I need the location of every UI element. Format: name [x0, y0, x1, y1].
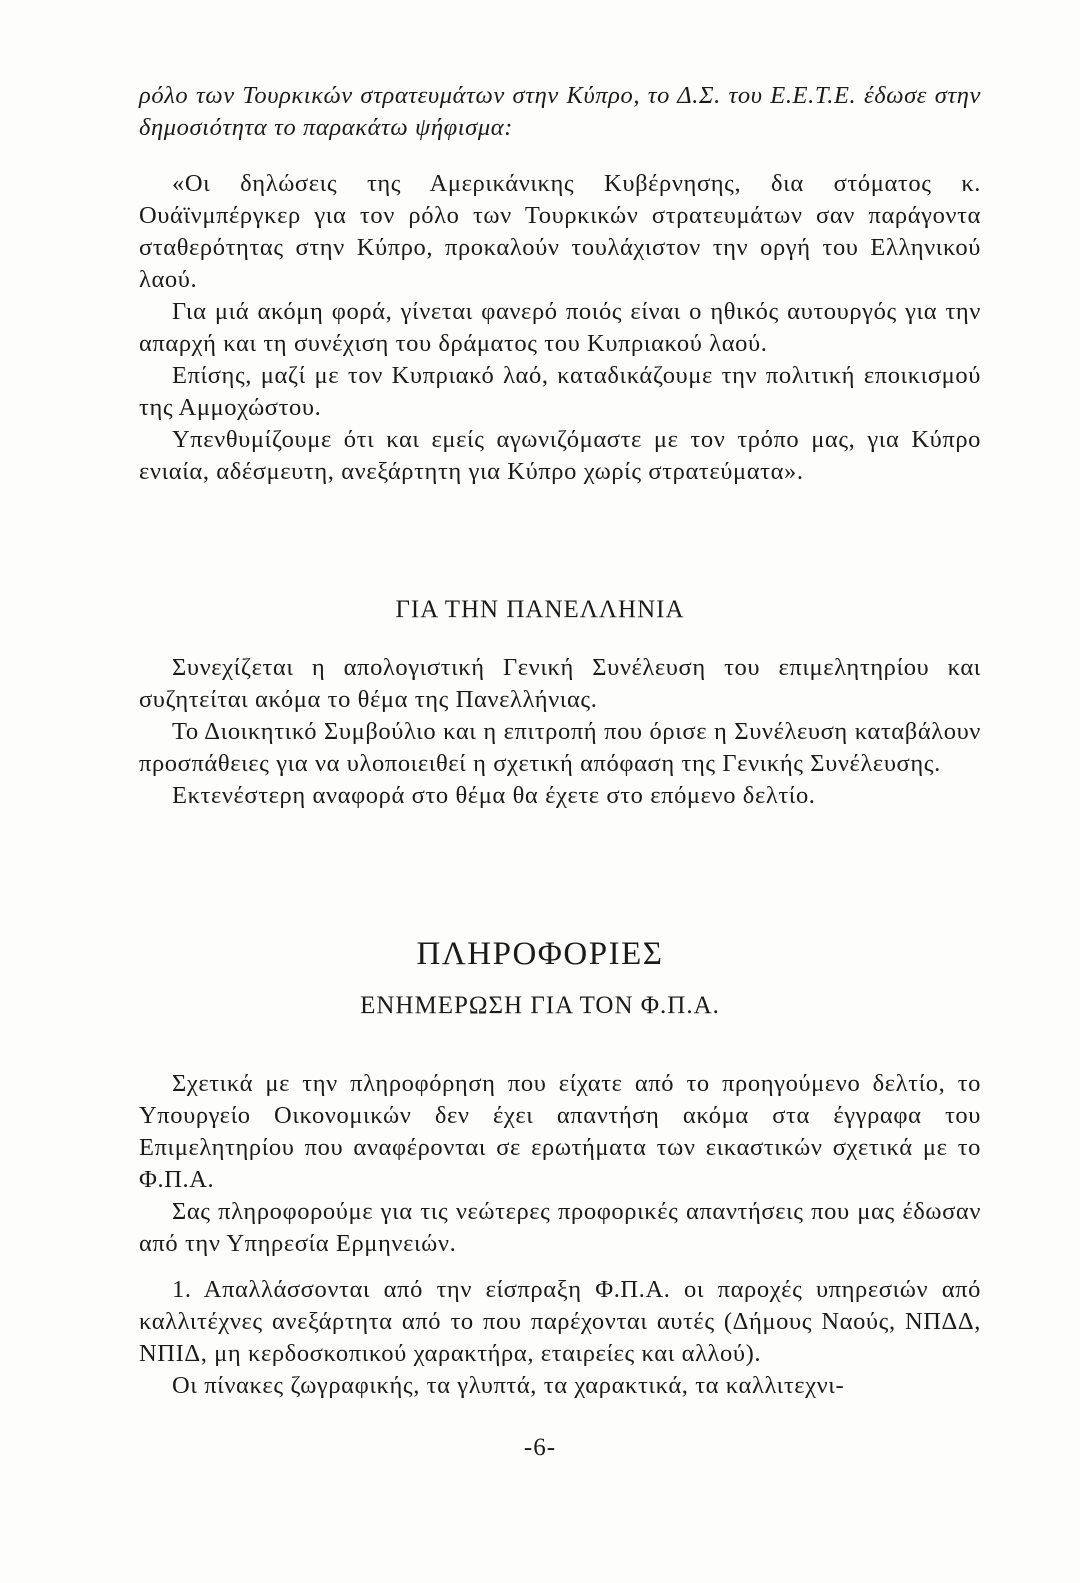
panellinia-paragraph-1: Συνεχίζεται η απολογιστική Γενική Συνέλευση του επιμελητηρίου και συζητείται ακόμα το θέμα της Πανελλήνιας. — [139, 654, 981, 713]
info-paragraph-2: Σας πληροφορούμε για τις νεώτερες προφορικές απαντήσεις που μας έδωσαν από την Υπηρεσία Ερμηνειών. — [139, 1198, 981, 1257]
resolution-paragraph-4: Υπενθυμίζουμε ότι και εμείς αγωνιζόμαστε με τον τρόπο μας, για Κύπρο ενιαία, αδέσμευτη, ανεξάρτητη για Κύπρο χωρίς στρατεύματα». — [139, 426, 981, 485]
info-heading: ΠΛΗΡΟΦΟΡΙΕΣ — [416, 936, 664, 972]
info-paragraph-4: Οι πίνακες ζωγραφικής, τα γλυπτά, τα χαρακτικά, τα καλλιτεχνι- — [172, 1372, 845, 1399]
vat-subheading: ΕΝΗΜΕΡΩΣΗ ΓΙΑ ΤΟΝ Φ.Π.Α. — [360, 992, 720, 1019]
page-number: -6- — [523, 1434, 557, 1461]
resolution-paragraph-3: Επίσης, μαζί με τον Κυπριακό λαό, καταδικάζουμε την πολιτική εποικισμού της Αμμοχώστου. — [139, 362, 981, 421]
info-paragraph-1: Σχετικά με την πληροφόρηση που είχατε από το προηγούμενο δελτίο, το Υπουργείο Οικονομικών δεν έχει απαντήση ακόμα στα έγγραφα του Επιμελητηρίου που αναφέρονται σε ερωτήματα των εικαστικών σχετικά με το Φ.Π.Α. — [139, 1070, 981, 1193]
resolution-section — [139, 168, 981, 488]
panellinia-section — [139, 652, 981, 812]
info-section — [139, 1068, 981, 1402]
resolution-paragraph-2: Για μιά ακόμη φορά, γίνεται φανερό ποιός είναι ο ηθικός αυτουργός για την απαρχή και τη συνέχιση του δράματος του Κυπριακού λαού. — [139, 298, 981, 357]
panellinia-paragraph-2: Το Διοικητικό Συμβούλιο και η επιτροπή που όρισε η Συνέλευση καταβάλουν προσπάθειες για να υλοποιειθεί η σχετική απόφαση της Γενικής Συνέλευσης. — [139, 718, 981, 777]
resolution-paragraph-1: «Οι δηλώσεις της Αμερικάνικης Κυβέρνησης, δια στόματος κ. Ουάϊνμπέργκερ για τον ρόλο των Τουρκικών στρατευμάτων σαν παράγοντα σταθερότητας στην Κύπρο, προκαλούν τουλάχιστον την οργή του Ελληνικού λαού. — [139, 170, 981, 293]
panellinia-paragraph-3: Εκτενέστερη αναφορά στο θέμα θα έχετε στο επόμενο δελτίο. — [172, 782, 816, 809]
intro-text: ρόλο των Τουρκικών στρατευμάτων στην Κύπρο, το Δ.Σ. του Ε.Ε.Τ.Ε. έδωσε στην δημοσιότητα το παρακάτω ψήφισμα: — [139, 82, 981, 141]
panellinia-heading: ΓΙΑ ΤΗΝ ΠΑΝΕΛΛΗΝΙΑ — [395, 596, 685, 623]
intro-paragraph — [139, 80, 981, 144]
info-paragraph-3: 1. Απαλλάσσονται από την είσπραξη Φ.Π.Α. οι παροχές υπηρεσιών από καλλιτέχνες ανεξάρτητα από το που παρέχονται αυτές (Δήμους Ναούς, ΝΠΔΔ, ΝΠΙΔ, μη κερδοσκοπικού χαρακτήρα, εταιρείες και αλλού). — [139, 1276, 981, 1367]
